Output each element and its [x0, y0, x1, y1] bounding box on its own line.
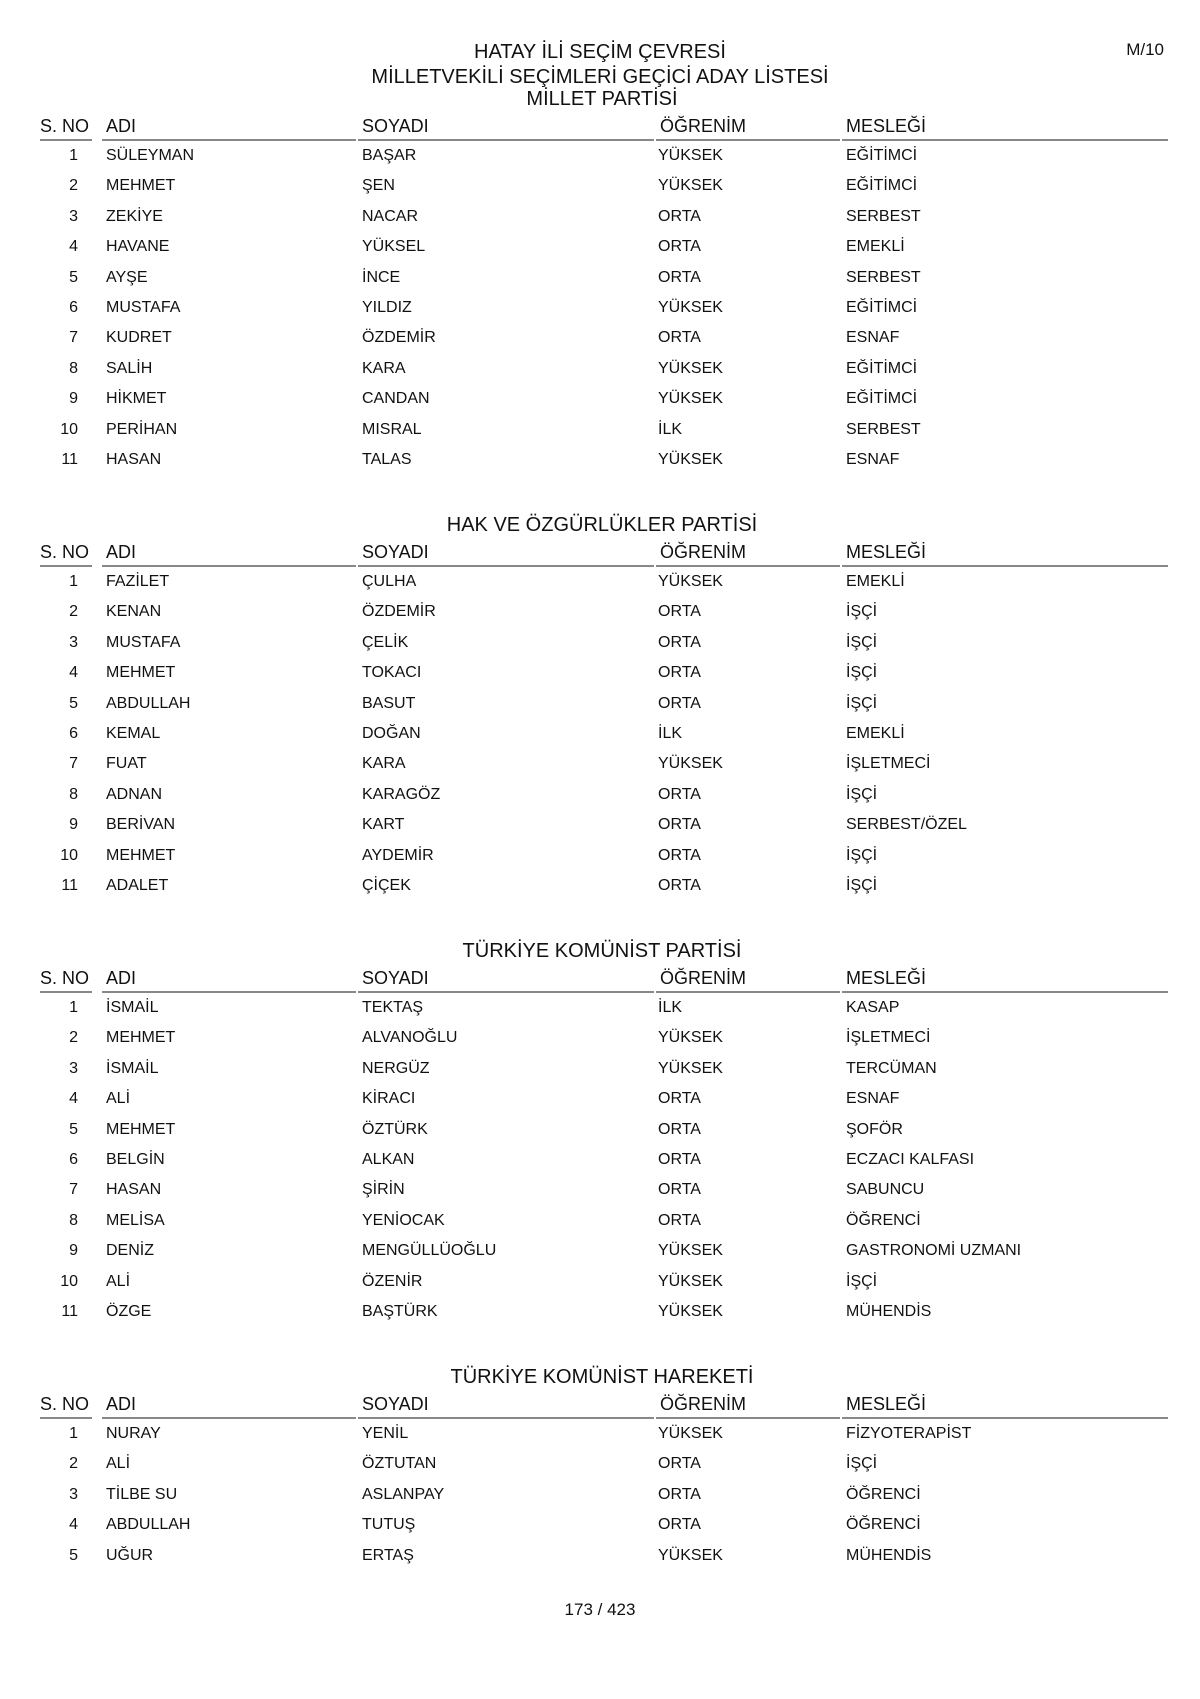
- cell-no: 3: [69, 207, 78, 225]
- table-row: [40, 597, 1164, 627]
- cell-name: KEMAL: [106, 724, 161, 742]
- table-row: [40, 689, 1164, 719]
- cell-education: ORTA: [658, 1485, 701, 1503]
- table-row: [40, 1084, 1164, 1114]
- cell-name: HASAN: [106, 1181, 162, 1199]
- cell-education: YÜKSEK: [658, 1059, 723, 1077]
- cell-name: KUDRET: [106, 329, 172, 347]
- table-row: [40, 993, 1164, 1023]
- cell-profession: EĞİTİMCİ: [846, 390, 918, 408]
- cell-surname: TEKTAŞ: [362, 999, 424, 1016]
- cell-education: YÜKSEK: [658, 359, 723, 377]
- column-header-name: ADI: [102, 540, 356, 567]
- column-header-profession: MESLEĞİ: [842, 1392, 1168, 1419]
- table-row: [40, 1115, 1164, 1145]
- table-row: [40, 810, 1164, 840]
- cell-name: İSMAİL: [106, 999, 159, 1016]
- cell-surname: MENGÜLLÜOĞLU: [362, 1242, 497, 1260]
- party-section: [40, 510, 1164, 901]
- table-row: [40, 1023, 1164, 1053]
- page-code: M/10: [1126, 40, 1164, 59]
- column-header-profession: MESLEĞİ: [842, 114, 1168, 141]
- cell-surname: ŞİRİN: [362, 1181, 405, 1199]
- cell-profession: SERBEST/ÖZEL: [846, 816, 967, 834]
- cell-education: YÜKSEK: [658, 1546, 723, 1564]
- cell-surname: ÖZENİR: [362, 1272, 423, 1290]
- column-header-surname: SOYADI: [358, 966, 654, 993]
- cell-education: YÜKSEK: [658, 1272, 723, 1290]
- cell-surname: KARA: [362, 359, 406, 377]
- cell-surname: ÖZTUTAN: [362, 1455, 437, 1473]
- table-row: [40, 628, 1164, 658]
- cell-no: 5: [69, 268, 78, 286]
- cell-education: ORTA: [658, 268, 701, 286]
- cell-name: KENAN: [106, 603, 162, 621]
- table-row: [40, 780, 1164, 810]
- party-section: [40, 1362, 1164, 1571]
- cell-name: MEHMET: [106, 1120, 176, 1138]
- party-section: [40, 84, 1164, 475]
- table-header: [40, 114, 1164, 141]
- cell-surname: ÖZDEMİR: [362, 603, 436, 621]
- cell-no: 5: [69, 694, 78, 712]
- cell-no: 10: [60, 1272, 78, 1290]
- cell-name: ADALET: [106, 876, 169, 894]
- cell-no: 1: [69, 147, 78, 164]
- cell-no: 6: [69, 724, 78, 742]
- table-row: [40, 1419, 1164, 1449]
- cell-name: BELGİN: [106, 1150, 165, 1168]
- cell-name: ALİ: [106, 1090, 131, 1108]
- cell-name: ALİ: [106, 1272, 131, 1290]
- cell-surname: ÇELİK: [362, 633, 409, 651]
- cell-no: 10: [60, 420, 78, 438]
- cell-surname: ÇULHA: [362, 573, 417, 590]
- cell-profession: İŞÇİ: [846, 1455, 878, 1473]
- cell-education: İLK: [658, 999, 683, 1016]
- table-row: [40, 263, 1164, 293]
- cell-education: YÜKSEK: [658, 390, 723, 408]
- cell-name: PERİHAN: [106, 420, 178, 438]
- cell-surname: AYDEMİR: [362, 846, 434, 864]
- table-row: [40, 871, 1164, 901]
- cell-surname: MISRAL: [362, 420, 422, 438]
- cell-profession: İŞÇİ: [846, 694, 878, 712]
- cell-no: 3: [69, 1485, 78, 1503]
- cell-name: TİLBE SU: [106, 1485, 178, 1503]
- cell-name: UĞUR: [106, 1546, 154, 1564]
- cell-profession: EĞİTİMCİ: [846, 359, 918, 377]
- cell-education: YÜKSEK: [658, 450, 723, 468]
- party-title: TÜRKİYE KOMÜNİST PARTİSİ: [462, 940, 742, 962]
- cell-education: ORTA: [658, 1455, 701, 1473]
- cell-name: ÖZGE: [106, 1302, 152, 1320]
- cell-education: YÜKSEK: [658, 573, 723, 590]
- column-header-no: S. NO: [40, 114, 92, 141]
- cell-no: 3: [69, 1059, 78, 1077]
- cell-no: 7: [69, 1181, 78, 1199]
- cell-no: 2: [69, 177, 78, 195]
- cell-education: ORTA: [658, 1516, 701, 1534]
- cell-surname: ALKAN: [362, 1150, 415, 1168]
- cell-education: YÜKSEK: [658, 147, 723, 164]
- cell-name: ZEKİYE: [106, 207, 163, 225]
- cell-name: İSMAİL: [106, 1059, 159, 1077]
- cell-profession: İŞÇİ: [846, 664, 878, 682]
- cell-surname: KART: [362, 816, 405, 834]
- header-line-1: HATAY İLİ SEÇİM ÇEVRESİ: [474, 41, 726, 63]
- cell-profession: EMEKLİ: [846, 724, 905, 742]
- cell-surname: ERTAŞ: [362, 1546, 414, 1564]
- cell-education: ORTA: [658, 876, 701, 894]
- cell-no: 4: [69, 238, 78, 256]
- cell-name: FAZİLET: [106, 573, 170, 590]
- table-row: [40, 1145, 1164, 1175]
- cell-profession: EĞİTİMCİ: [846, 177, 918, 195]
- table-row: [40, 1480, 1164, 1510]
- cell-no: 4: [69, 1516, 78, 1534]
- cell-profession: ÖĞRENCİ: [846, 1211, 921, 1229]
- cell-no: 8: [69, 1211, 78, 1229]
- cell-education: ORTA: [658, 785, 701, 803]
- cell-name: HAVANE: [106, 238, 170, 256]
- cell-name: AYŞE: [106, 268, 148, 286]
- cell-profession: İŞÇİ: [846, 1272, 878, 1290]
- cell-name: MELİSA: [106, 1211, 165, 1229]
- cell-surname: ÖZTÜRK: [362, 1120, 428, 1138]
- cell-profession: TERCÜMAN: [846, 1059, 937, 1077]
- table-row: [40, 384, 1164, 414]
- cell-surname: ÇİÇEK: [362, 876, 411, 894]
- cell-education: ORTA: [658, 1090, 701, 1108]
- cell-name: MUSTAFA: [106, 298, 181, 316]
- table-row: [40, 1449, 1164, 1479]
- cell-surname: YILDIZ: [362, 298, 412, 316]
- cell-name: FUAT: [106, 755, 147, 773]
- cell-surname: NACAR: [362, 207, 419, 225]
- table-row: [40, 323, 1164, 353]
- column-header-no: S. NO: [40, 1392, 92, 1419]
- cell-education: ORTA: [658, 816, 701, 834]
- cell-surname: ASLANPAY: [362, 1485, 445, 1503]
- table-row: [40, 1054, 1164, 1084]
- column-header-no: S. NO: [40, 966, 92, 993]
- table-header: [40, 966, 1164, 993]
- cell-no: 6: [69, 1150, 78, 1168]
- party-title: MİLLET PARTİSİ: [526, 88, 678, 110]
- cell-surname: ÖZDEMİR: [362, 329, 436, 347]
- cell-education: YÜKSEK: [658, 1425, 723, 1442]
- cell-no: 6: [69, 298, 78, 316]
- cell-profession: EMEKLİ: [846, 238, 905, 256]
- cell-name: MEHMET: [106, 846, 176, 864]
- cell-name: BERİVAN: [106, 816, 176, 834]
- table-row: [40, 1175, 1164, 1205]
- cell-no: 7: [69, 755, 78, 773]
- cell-profession: İŞÇİ: [846, 785, 878, 803]
- cell-profession: İŞLETMECİ: [846, 755, 931, 773]
- table-row: [40, 1206, 1164, 1236]
- cell-education: İLK: [658, 724, 683, 742]
- table-row: [40, 1541, 1164, 1571]
- cell-surname: TALAS: [362, 450, 412, 468]
- column-header-education: ÖĞRENİM: [656, 966, 840, 993]
- column-header-education: ÖĞRENİM: [656, 1392, 840, 1419]
- cell-profession: MÜHENDİS: [846, 1302, 932, 1320]
- cell-no: 8: [69, 359, 78, 377]
- column-header-profession: MESLEĞİ: [842, 540, 1168, 567]
- cell-name: HASAN: [106, 450, 162, 468]
- cell-name: HİKMET: [106, 390, 167, 408]
- cell-surname: ALVANOĞLU: [362, 1029, 458, 1047]
- cell-profession: FİZYOTERAPİST: [846, 1425, 972, 1442]
- document-header: [0, 40, 1200, 90]
- cell-education: ORTA: [658, 329, 701, 347]
- table-row: [40, 171, 1164, 201]
- cell-profession: ESNAF: [846, 1090, 900, 1108]
- cell-profession: KASAP: [846, 999, 900, 1016]
- cell-name: MUSTAFA: [106, 633, 181, 651]
- party-section: [40, 936, 1164, 1327]
- cell-profession: ESNAF: [846, 329, 900, 347]
- cell-education: YÜKSEK: [658, 1302, 723, 1320]
- cell-no: 3: [69, 633, 78, 651]
- cell-education: İLK: [658, 420, 683, 438]
- cell-surname: KİRACI: [362, 1090, 416, 1108]
- cell-surname: ŞEN: [362, 177, 395, 195]
- cell-name: DENİZ: [106, 1242, 154, 1260]
- cell-name: SÜLEYMAN: [106, 147, 195, 164]
- cell-no: 11: [61, 876, 78, 894]
- table-row: [40, 658, 1164, 688]
- cell-profession: SERBEST: [846, 420, 921, 438]
- cell-education: ORTA: [658, 694, 701, 712]
- cell-profession: ÖĞRENCİ: [846, 1516, 921, 1534]
- cell-surname: BASUT: [362, 694, 416, 712]
- cell-profession: İŞÇİ: [846, 876, 878, 894]
- cell-name: MEHMET: [106, 664, 176, 682]
- column-header-name: ADI: [102, 1392, 356, 1419]
- cell-surname: CANDAN: [362, 390, 430, 408]
- cell-no: 2: [69, 1455, 78, 1473]
- cell-no: 4: [69, 1090, 78, 1108]
- table-row: [40, 1267, 1164, 1297]
- table-row: [40, 719, 1164, 749]
- cell-no: 1: [69, 999, 78, 1016]
- cell-surname: İNCE: [362, 268, 401, 286]
- cell-education: ORTA: [658, 207, 701, 225]
- cell-surname: TUTUŞ: [362, 1516, 416, 1534]
- party-title: HAK VE ÖZGÜRLÜKLER PARTİSİ: [446, 514, 758, 536]
- table-header: [40, 540, 1164, 567]
- cell-profession: ŞOFÖR: [846, 1120, 903, 1138]
- cell-education: YÜKSEK: [658, 1242, 723, 1260]
- cell-profession: MÜHENDİS: [846, 1546, 932, 1564]
- table-row: [40, 354, 1164, 384]
- column-header-profession: MESLEĞİ: [842, 966, 1168, 993]
- cell-profession: GASTRONOMİ UZMANI: [846, 1242, 1022, 1260]
- cell-education: YÜKSEK: [658, 755, 723, 773]
- cell-profession: ÖĞRENCİ: [846, 1485, 921, 1503]
- cell-name: ADNAN: [106, 785, 163, 803]
- cell-surname: YENİL: [362, 1425, 409, 1442]
- cell-education: ORTA: [658, 1181, 701, 1199]
- cell-education: ORTA: [658, 664, 701, 682]
- cell-education: YÜKSEK: [658, 1029, 723, 1047]
- cell-no: 11: [61, 1302, 78, 1320]
- cell-profession: EĞİTİMCİ: [846, 298, 918, 316]
- cell-no: 2: [69, 1029, 78, 1047]
- table-row: [40, 1236, 1164, 1266]
- cell-name: NURAY: [106, 1425, 161, 1442]
- cell-name: ALİ: [106, 1455, 131, 1473]
- cell-profession: EĞİTİMCİ: [846, 147, 918, 164]
- table-row: [40, 415, 1164, 445]
- cell-no: 1: [69, 1425, 78, 1442]
- cell-no: 8: [69, 785, 78, 803]
- table-row: [40, 293, 1164, 323]
- cell-education: YÜKSEK: [658, 298, 723, 316]
- page-number: 173 / 423: [564, 1600, 636, 1619]
- table-row: [40, 841, 1164, 871]
- cell-profession: İŞÇİ: [846, 846, 878, 864]
- cell-education: ORTA: [658, 846, 701, 864]
- cell-education: ORTA: [658, 1120, 701, 1138]
- table-row: [40, 749, 1164, 779]
- cell-no: 5: [69, 1546, 78, 1564]
- cell-surname: NERGÜZ: [362, 1059, 430, 1077]
- cell-surname: KARA: [362, 755, 406, 773]
- column-header-no: S. NO: [40, 540, 92, 567]
- cell-no: 5: [69, 1120, 78, 1138]
- table-row: [40, 232, 1164, 262]
- cell-profession: ECZACI KALFASI: [846, 1150, 975, 1168]
- cell-profession: İŞÇİ: [846, 603, 878, 621]
- cell-profession: SERBEST: [846, 268, 921, 286]
- cell-no: 11: [61, 450, 78, 468]
- cell-education: YÜKSEK: [658, 177, 723, 195]
- cell-no: 9: [69, 816, 78, 834]
- table-row: [40, 445, 1164, 475]
- cell-name: SALİH: [106, 359, 153, 377]
- column-header-surname: SOYADI: [358, 1392, 654, 1419]
- cell-surname: YÜKSEL: [362, 238, 426, 256]
- cell-surname: DOĞAN: [362, 724, 421, 742]
- table-header: [40, 1392, 1164, 1419]
- cell-surname: TOKACI: [362, 664, 422, 682]
- column-header-surname: SOYADI: [358, 540, 654, 567]
- cell-profession: İŞLETMECİ: [846, 1029, 931, 1047]
- cell-education: ORTA: [658, 238, 701, 256]
- cell-profession: EMEKLİ: [846, 573, 905, 590]
- cell-no: 10: [60, 846, 78, 864]
- cell-name: ABDULLAH: [106, 1516, 191, 1534]
- cell-education: ORTA: [658, 633, 701, 651]
- cell-surname: BAŞTÜRK: [362, 1302, 438, 1320]
- column-header-education: ÖĞRENİM: [656, 114, 840, 141]
- cell-name: MEHMET: [106, 177, 176, 195]
- table-row: [40, 567, 1164, 597]
- cell-no: 4: [69, 664, 78, 682]
- cell-no: 9: [69, 1242, 78, 1260]
- cell-profession: SERBEST: [846, 207, 921, 225]
- column-header-education: ÖĞRENİM: [656, 540, 840, 567]
- table-row: [40, 1297, 1164, 1327]
- cell-surname: BAŞAR: [362, 147, 417, 164]
- cell-profession: SABUNCU: [846, 1181, 925, 1199]
- table-row: [40, 1510, 1164, 1540]
- cell-profession: İŞÇİ: [846, 633, 878, 651]
- header-line-2: MİLLETVEKİLİ SEÇİMLERİ GEÇİCİ ADAY LİSTESİ: [371, 66, 829, 88]
- cell-education: ORTA: [658, 1211, 701, 1229]
- cell-name: MEHMET: [106, 1029, 176, 1047]
- table-row: [40, 141, 1164, 171]
- party-title: TÜRKİYE KOMÜNİST HAREKETİ: [450, 1366, 754, 1388]
- cell-surname: KARAGÖZ: [362, 785, 441, 803]
- column-header-name: ADI: [102, 114, 356, 141]
- column-header-name: ADI: [102, 966, 356, 993]
- cell-profession: ESNAF: [846, 450, 900, 468]
- cell-no: 9: [69, 390, 78, 408]
- cell-no: 1: [69, 573, 78, 590]
- cell-no: 7: [69, 329, 78, 347]
- cell-name: ABDULLAH: [106, 694, 191, 712]
- cell-surname: YENİOCAK: [362, 1211, 445, 1229]
- cell-education: ORTA: [658, 603, 701, 621]
- cell-no: 2: [69, 603, 78, 621]
- column-header-surname: SOYADI: [358, 114, 654, 141]
- table-row: [40, 202, 1164, 232]
- cell-education: ORTA: [658, 1150, 701, 1168]
